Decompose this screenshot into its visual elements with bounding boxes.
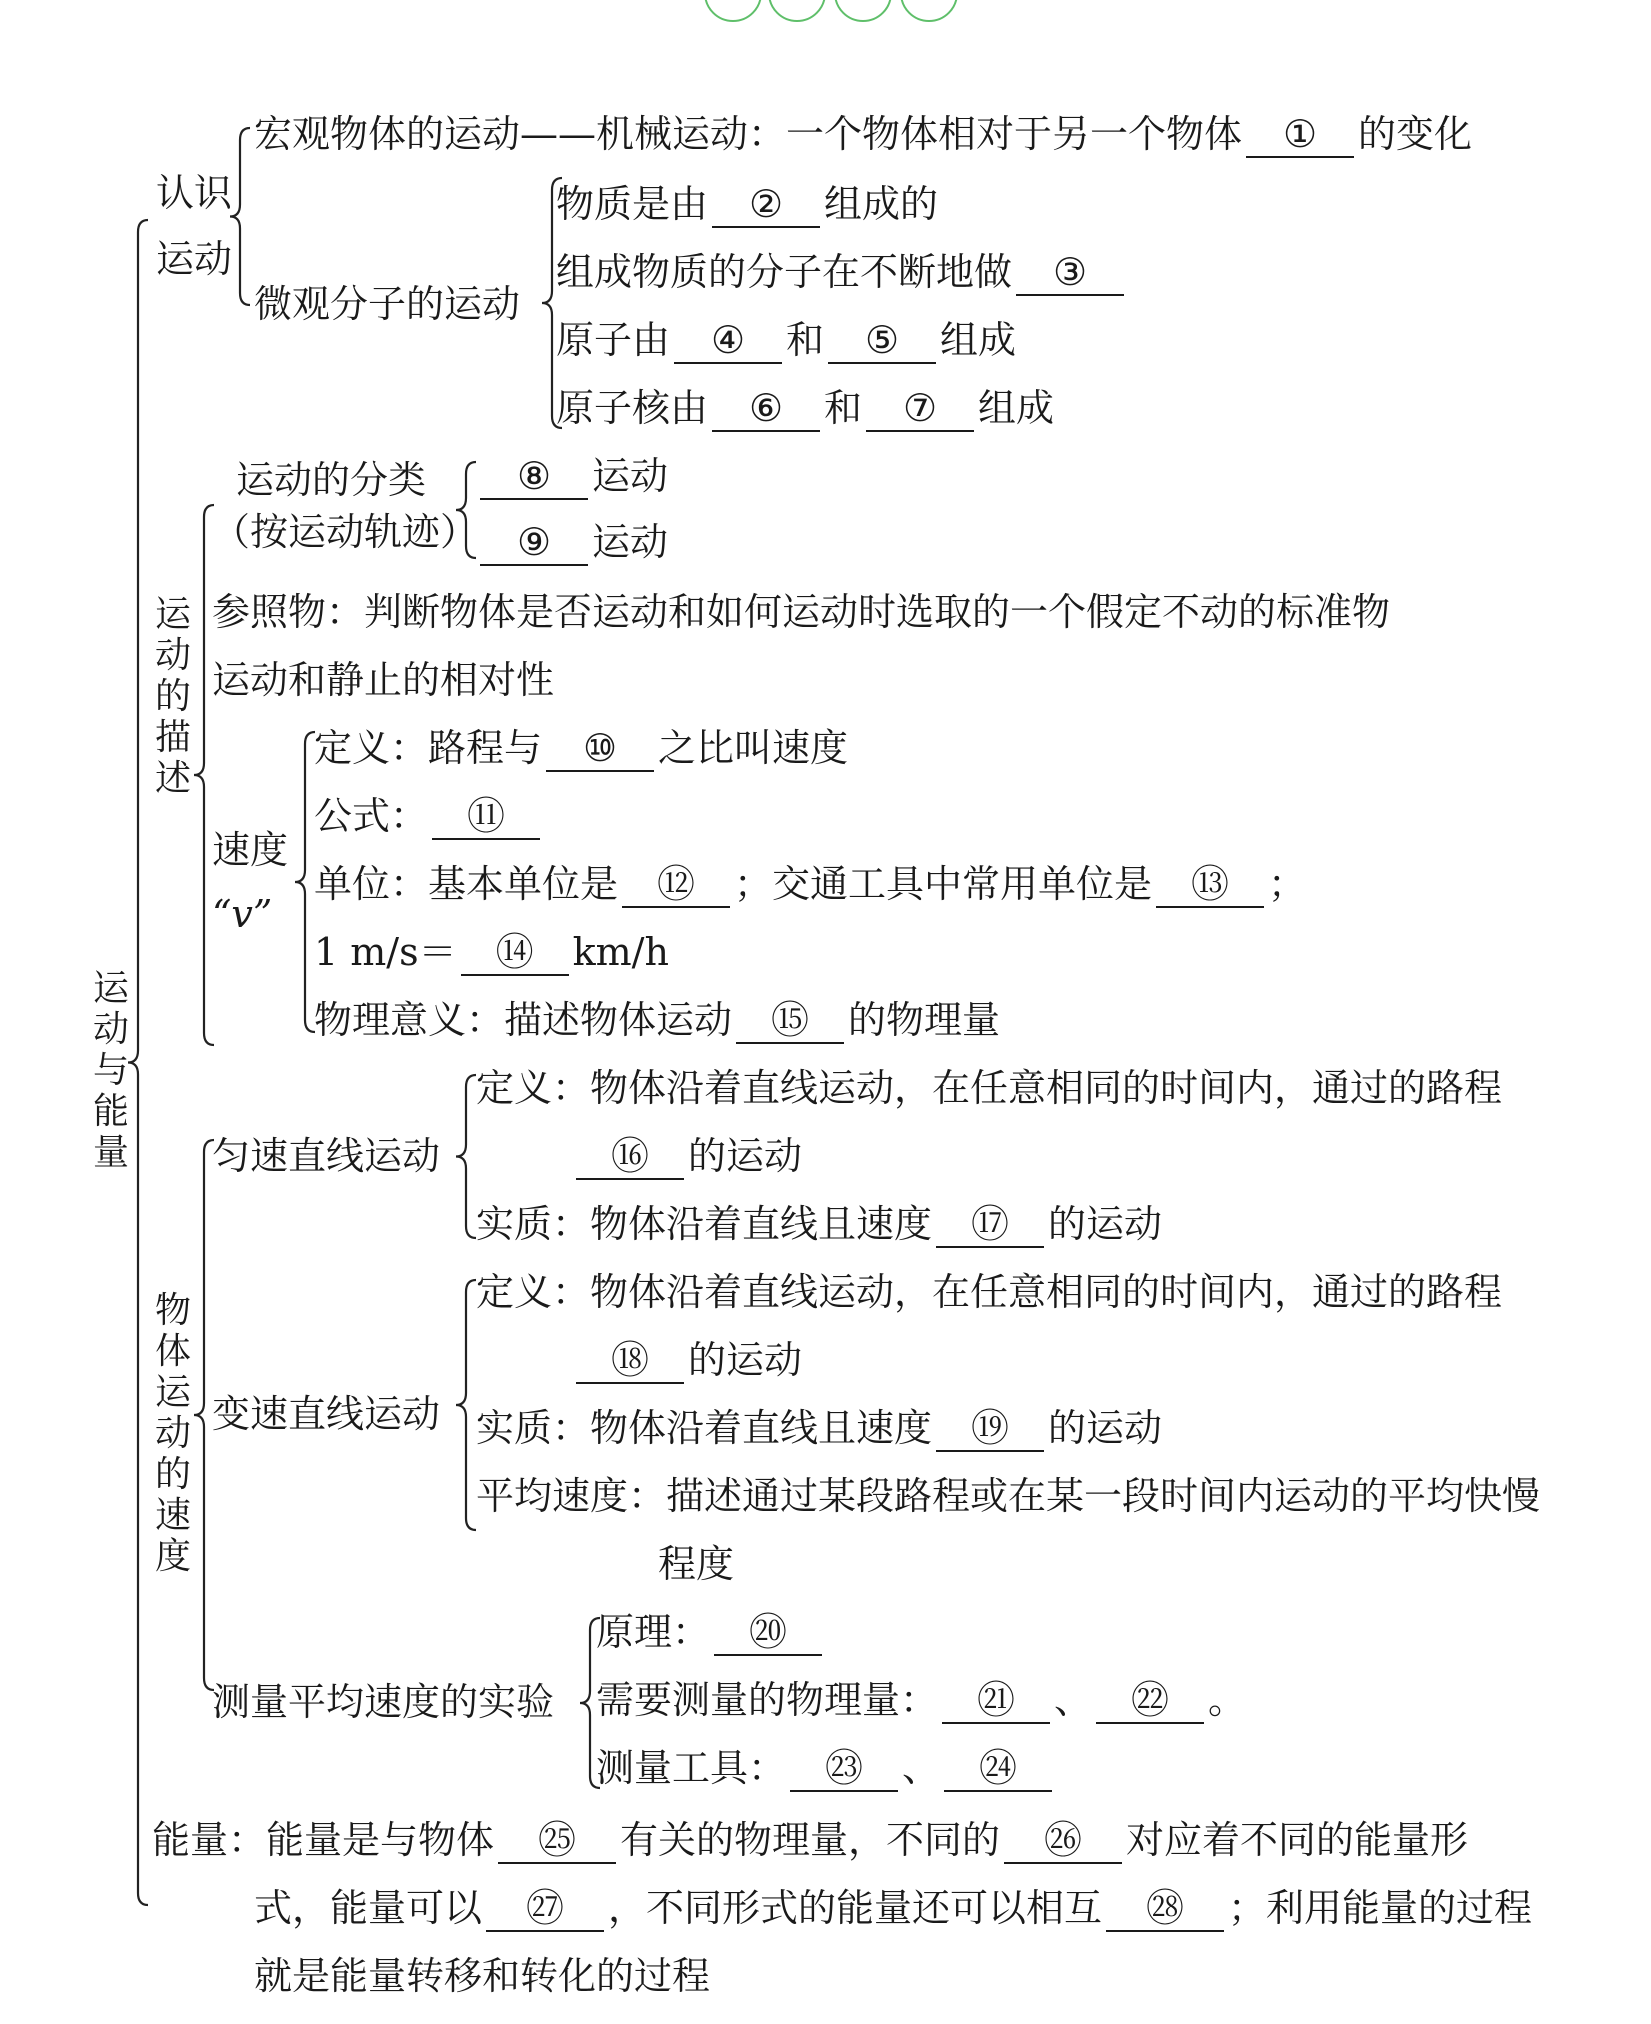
micro-item: 原子核由 ⑥ 和 ⑦ 组成 [556, 386, 1055, 430]
average-speed-2: 程度 [658, 1542, 735, 1586]
blank-13[interactable]: ⑬ [1156, 862, 1264, 908]
speed-meaning: 物理意义：描述物体运动 ⑮ 的物理量 [314, 998, 1001, 1042]
blank-11[interactable]: ⑪ [432, 794, 540, 840]
micro-item: 组成物质的分子在不断地做 ③ [556, 248, 1128, 296]
energy-line-2: 式，能量可以 ㉗ ，不同形式的能量还可以相互 ㉘ ；利用能量的过程 [254, 1886, 1533, 1930]
blank-7[interactable]: ⑦ [866, 386, 974, 432]
blank-18[interactable]: ⑱ [576, 1338, 684, 1384]
blank-4[interactable]: ④ [674, 318, 782, 364]
blank-16[interactable]: ⑯ [576, 1134, 684, 1180]
uniform-title: 匀速直线运动 [212, 1134, 441, 1178]
blank-9[interactable]: ⑨ [480, 520, 588, 566]
blank-14[interactable]: ⑭ [461, 930, 569, 976]
blank-25[interactable]: ㉕ [498, 1818, 616, 1864]
speed-def: 定义：路程与 ⑩ 之比叫速度 [314, 726, 849, 770]
variable-essence: 实质：物体沿着直线且速度 ⑲ 的运动 [476, 1406, 1163, 1450]
speed-formula: 公式： ⑪ [314, 792, 544, 840]
speed-conversion: 1 m/s＝ ⑭ km/h [314, 930, 669, 974]
variable-def-2: ⑱ 的运动 [572, 1336, 802, 1384]
blank-2[interactable]: ② [712, 182, 820, 228]
blank-12[interactable]: ⑫ [622, 862, 730, 908]
blank-8[interactable]: ⑧ [480, 454, 588, 500]
class-item: ⑨ 运动 [476, 518, 668, 566]
root-label: 运动与能量 [92, 968, 129, 1173]
section-title-speed: 物体运动的速度 [154, 1290, 191, 1577]
section-title-recognize: 认识运动 [155, 171, 232, 281]
speed-symbol: “v” [212, 892, 273, 936]
blank-1[interactable]: ① [1246, 112, 1354, 158]
blank-20[interactable]: ⑳ [714, 1610, 822, 1656]
blank-3[interactable]: ③ [1016, 250, 1124, 296]
variable-def: 定义：物体沿着直线运动，在任意相同的时间内，通过的路程 [476, 1270, 1503, 1314]
micro-title: 微观分子的运动 [254, 282, 521, 326]
blank-10[interactable]: ⑩ [546, 726, 654, 772]
measure-quantities: 需要测量的物理量： ㉑ 、 ㉒ 。 [596, 1678, 1247, 1722]
reference-line: 参照物：判断物体是否运动和如何运动时选取的一个假定不动的标准物 [212, 590, 1391, 634]
measure-title: 测量平均速度的实验 [212, 1680, 555, 1724]
class-item: ⑧ 运动 [476, 452, 668, 500]
speed-unit: 单位：基本单位是 ⑫ ；交通工具中常用单位是 ⑬ ； [314, 862, 1307, 906]
blank-26[interactable]: ㉖ [1004, 1818, 1122, 1864]
micro-item: 物质是由 ② 组成的 [556, 182, 939, 226]
measure-tools: 测量工具： ㉓ 、 ㉔ [596, 1744, 1056, 1792]
energy-line-1: 能量：能量是与物体 ㉕ 有关的物理量，不同的 ㉖ 对应着不同的能量形 [152, 1818, 1469, 1862]
average-speed: 平均速度：描述通过某段路程或在某一段时间内运动的平均快慢 [476, 1474, 1541, 1518]
class-subtitle: （按运动轨迹） [212, 510, 479, 554]
variable-title: 变速直线运动 [212, 1392, 441, 1436]
blank-28[interactable]: ㉘ [1106, 1886, 1224, 1932]
measure-principle: 原理： ⑳ [596, 1608, 826, 1656]
blank-5[interactable]: ⑤ [828, 318, 936, 364]
macro-line: 宏观物体的运动——机械运动：一个物体相对于另一个物体 ① 的变化 [254, 112, 1473, 156]
uniform-essence: 实质：物体沿着直线且速度 ⑰ 的运动 [476, 1202, 1163, 1246]
blank-21[interactable]: ㉑ [942, 1678, 1050, 1724]
class-title: 运动的分类 [236, 458, 427, 502]
blank-22[interactable]: ㉒ [1096, 1678, 1204, 1724]
blank-6[interactable]: ⑥ [712, 386, 820, 432]
uniform-def-2: ⑯ 的运动 [572, 1132, 802, 1180]
relativity-line: 运动和静止的相对性 [212, 658, 555, 702]
energy-line-3: 就是能量转移和转化的过程 [254, 1954, 711, 1998]
speed-title: 速度 [212, 828, 289, 872]
blank-27[interactable]: ㉗ [486, 1886, 604, 1932]
blank-19[interactable]: ⑲ [936, 1406, 1044, 1452]
blank-24[interactable]: ㉔ [944, 1746, 1052, 1792]
blank-23[interactable]: ㉓ [790, 1746, 898, 1792]
blank-15[interactable]: ⑮ [736, 998, 844, 1044]
section-title-describe: 运动的描述 [154, 594, 191, 799]
uniform-def: 定义：物体沿着直线运动，在任意相同的时间内，通过的路程 [476, 1066, 1503, 1110]
micro-item: 原子由 ④ 和 ⑤ 组成 [556, 318, 1017, 362]
blank-17[interactable]: ⑰ [936, 1202, 1044, 1248]
